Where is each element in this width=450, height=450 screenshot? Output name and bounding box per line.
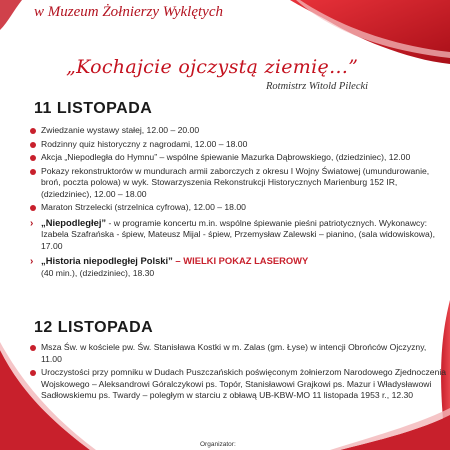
event-text: Maraton Strzelecki (strzelnica cyfrowa), 12.00 – 18.00 bbox=[41, 202, 246, 212]
motto-quote: „Kochajcie ojczystą ziemię…” bbox=[66, 56, 359, 78]
list-item bbox=[30, 125, 448, 137]
bullet-dot-icon bbox=[30, 345, 36, 351]
event-text: Rodzinny quiz historyczny z nagrodami, 12.00 – 18.00 bbox=[41, 138, 248, 149]
laser-show-text: (40 min.), (dziedziniec), 18.30 bbox=[41, 267, 155, 278]
bullet-dot-icon bbox=[30, 169, 36, 175]
motto-author: Rotmistrz Witold Pilecki bbox=[266, 81, 369, 92]
bullet-dot-icon bbox=[30, 370, 36, 376]
museum-title-line: w Muzeum Żołnierzy Wyklętych bbox=[34, 4, 223, 20]
laser-show-highlight: – WIELKI POKAZ LASEROWY bbox=[172, 255, 309, 266]
event-text: Akcja „Niepodległa do Hymnu” – wspólne śpiewanie Mazurka Dąbrowskiego, (dziedziniec), 12.00 bbox=[41, 152, 411, 162]
list-item bbox=[30, 342, 448, 365]
list-item bbox=[30, 139, 448, 151]
concert-text: - w programie koncertu m.in. wspólne śpiewanie pieśni patriotycznych. Wykonawcy: Izabela Szafrańska - śpiew, Mateusz Mijal - śpiew, Przemysław Zalewski – pianino, (sala widowiskowa), 17.00 bbox=[41, 217, 436, 251]
day-heading-12-november: 12 LISTOPADA bbox=[34, 319, 154, 336]
list-item bbox=[30, 202, 448, 214]
bullet-dot-icon bbox=[30, 155, 36, 161]
concert-title: „Niepodległej” bbox=[41, 216, 107, 228]
day-heading-11-november: 11 LISTOPADA bbox=[34, 100, 153, 117]
laser-show-item bbox=[30, 255, 448, 279]
chevron-right-icon: › bbox=[30, 256, 34, 267]
event-text: Msza Św. w kościele pw. Św. Stanisława Kostki w m. Zalas (gm. Łyse) w intencji Obrońców Ojczyzny, 11.00 bbox=[41, 342, 427, 364]
list-item bbox=[30, 166, 448, 201]
organizer-label: Organizator: bbox=[200, 441, 236, 448]
list-item bbox=[30, 152, 448, 164]
day1-event-list bbox=[30, 125, 448, 282]
bullet-dot-icon bbox=[30, 205, 36, 211]
laser-show-title: „Historia niepodległej Polski” bbox=[41, 255, 173, 266]
event-text: Zwiedzanie wystawy stałej, 12.00 – 20.00 bbox=[41, 125, 200, 135]
bullet-dot-icon bbox=[30, 128, 36, 134]
concert-item bbox=[30, 217, 448, 253]
list-item bbox=[30, 367, 448, 402]
bullet-dot-icon bbox=[30, 142, 36, 148]
chevron-right-icon: › bbox=[30, 217, 34, 229]
day2-event-list bbox=[30, 342, 448, 404]
event-text: Uroczystości przy pomniku w Dudach Puszczańskich poświęconym żołnierzom Narodowego Zjednoczenia Wojskowego – Aleksandrowi Góralczykowi ps. Topór, Stanisławowi Grajkowi ps. Mazur i Władysławowi Sadłowskiemu ps. Twardy – poległym w starciu z obławą UB-KBW-MO 11 listopada 1953 r., 12.30 bbox=[41, 367, 447, 400]
event-text: Pokazy rekonstruktorów w mundurach armii zaborczych z okresu I Wojny Światowej (umundurowanie, broń, poczta polowa) w wyk. Stowarzyszenia Rekonstrukcji Historycznych Marienburg 152 IR, (dziedziniec), 12.00 – 18.00 bbox=[41, 165, 430, 199]
